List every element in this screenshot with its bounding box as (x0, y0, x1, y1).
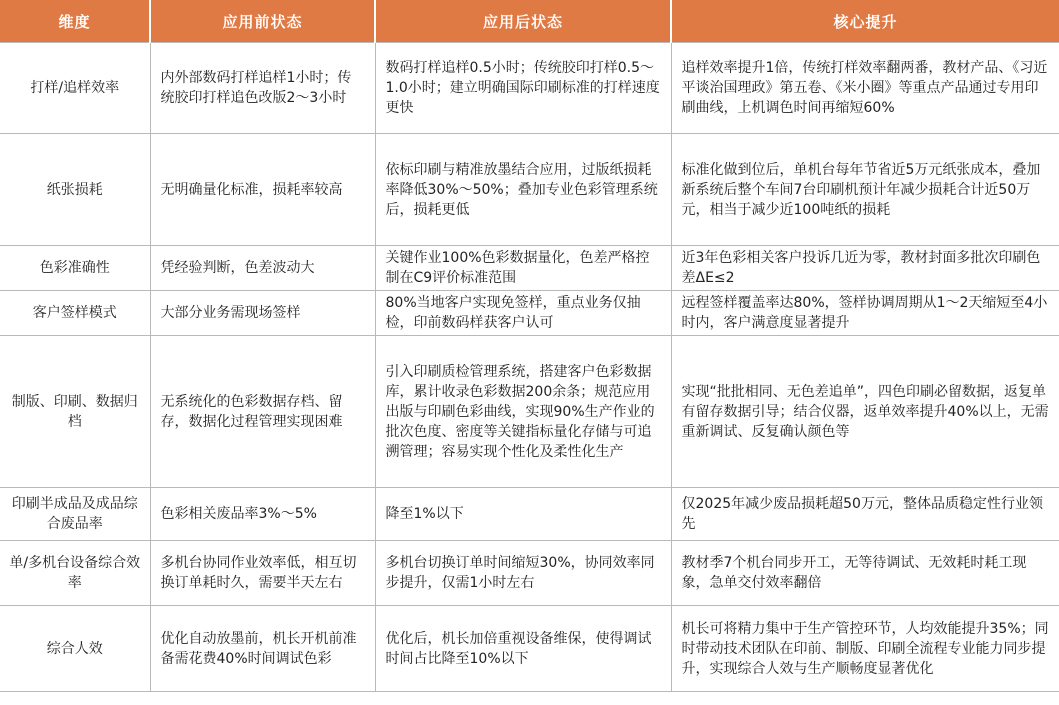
cell-after: 多机台切换订单时间缩短30%，协同效率同步提升，仅需1小时左右 (375, 541, 671, 606)
table-row (0, 488, 1059, 541)
cell-after: 80%当地客户实现免签样，重点业务仅抽检，印前数码样获客户认可 (375, 291, 671, 336)
cell-core: 近3年色彩相关客户投诉几近为零，教材封面多批次印刷色差ΔE≤2 (671, 246, 1059, 291)
cell-before: 多机台协同作业效率低，相互切换订单耗时久，需要半天左右 (150, 541, 375, 606)
cell-dimension: 打样/追样效率 (0, 43, 150, 134)
cell-after: 优化后，机长加倍重视设备维保，使得调试时间占比降至10%以下 (375, 606, 671, 692)
cell-after: 数码打样追样0.5小时；传统胶印打样0.5～1.0小时；建立明确国际印刷标准的打样速度更快 (375, 43, 671, 134)
header-after: 应用后状态 (375, 0, 671, 43)
cell-before: 无明确量化标准，损耗率较高 (150, 134, 375, 246)
cell-dimension: 印刷半成品及成品综合废品率 (0, 488, 150, 541)
cell-after: 关键作业100%色彩数据量化，色差严格控制在C9评价标准范围 (375, 246, 671, 291)
table-row (0, 246, 1059, 291)
cell-core: 标准化做到位后，单机台每年节省近5万元纸张成本，叠加新系统后整个车间7台印刷机预计年减少损耗合计近50万元，相当于减少近100吨纸的损耗 (671, 134, 1059, 246)
header-before: 应用前状态 (150, 0, 375, 43)
header-dimension: 维度 (0, 0, 150, 43)
cell-dimension: 制版、印刷、数据归档 (0, 336, 150, 488)
cell-before: 内外部数码打样追样1小时；传统胶印打样追色改版2～3小时 (150, 43, 375, 134)
cell-dimension: 综合人效 (0, 606, 150, 692)
cell-core: 教材季7个机台同步开工，无等待调试、无效耗时耗工现象，急单交付效率翻倍 (671, 541, 1059, 606)
cell-before: 色彩相关废品率3%～5% (150, 488, 375, 541)
table-body (0, 43, 1059, 692)
table-row (0, 606, 1059, 692)
cell-before: 优化自动放墨前，机长开机前准备需花费40%时间调试色彩 (150, 606, 375, 692)
table-row (0, 134, 1059, 246)
cell-core: 机长可将精力集中于生产管控环节，人均效能提升35%；同时带动技术团队在印前、制版、印刷全流程专业能力同步提升，实现综合人效与生产顺畅度显著优化 (671, 606, 1059, 692)
header-row (0, 0, 1059, 43)
table-row (0, 336, 1059, 488)
cell-dimension: 色彩准确性 (0, 246, 150, 291)
cell-after: 依标印刷与精准放墨结合应用，过版纸损耗率降低30%～50%；叠加专业色彩管理系统后，损耗更低 (375, 134, 671, 246)
cell-dimension: 客户签样模式 (0, 291, 150, 336)
cell-dimension: 纸张损耗 (0, 134, 150, 246)
cell-before: 大部分业务需现场签样 (150, 291, 375, 336)
table-header (0, 0, 1059, 43)
header-core: 核心提升 (671, 0, 1059, 43)
table-row (0, 291, 1059, 336)
cell-before: 无系统化的色彩数据存档、留存，数据化过程管理实现困难 (150, 336, 375, 488)
cell-core: 实现“批批相同、无色差追单”，四色印刷必留数据，返复单有留存数据引导；结合仪器，返单效率提升40%以上，无需重新调试、反复确认颜色等 (671, 336, 1059, 488)
cell-core: 追样效率提升1倍，传统打样效率翻两番，教材产品、《习近平谈治国理政》第五卷、《米小圈》等重点产品通过专用印刷曲线，上机调色时间再缩短60% (671, 43, 1059, 134)
table-row (0, 541, 1059, 606)
cell-core: 仅2025年减少废品损耗超50万元，整体品质稳定性行业领先 (671, 488, 1059, 541)
table-row (0, 43, 1059, 134)
cell-after: 降至1%以下 (375, 488, 671, 541)
cell-core: 远程签样覆盖率达80%，签样协调周期从1～2天缩短至4小时内，客户满意度显著提升 (671, 291, 1059, 336)
cell-dimension: 单/多机台设备综合效率 (0, 541, 150, 606)
cell-before: 凭经验判断，色差波动大 (150, 246, 375, 291)
cell-after: 引入印刷质检管理系统，搭建客户色彩数据库，累计收录色彩数据200余条；规范应用出版与印刷色彩曲线，实现90%生产作业的批次色度、密度等关键指标量化存储与可追溯管理；容易实现个性化及柔性化生产 (375, 336, 671, 488)
